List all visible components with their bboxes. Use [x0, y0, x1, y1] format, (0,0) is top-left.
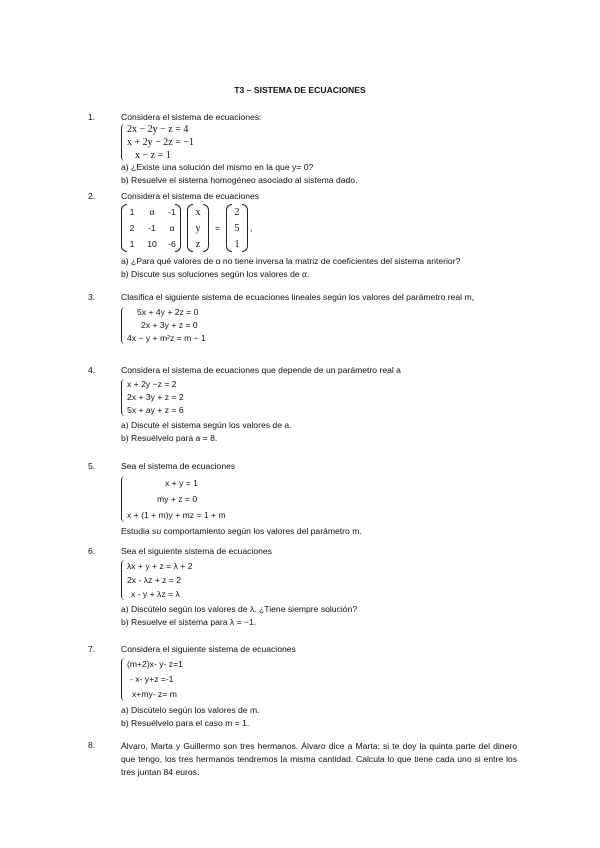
part-b: b) Discute sus soluciones según los valores de α. — [121, 269, 310, 279]
part-a: a) ¿Para qué valores de α no tiene inversa la matriz de coeficientes del sistema anterior? — [121, 256, 461, 266]
equation: - x- y+z =-1 — [130, 674, 174, 684]
vector-cell: 5 — [234, 222, 240, 234]
equals-sign: = — [215, 223, 221, 233]
equation-system — [121, 306, 521, 345]
problem-number: 3. — [88, 292, 96, 302]
equation: x + (1 + m)y + mz = 1 + m — [127, 510, 226, 520]
problem-intro: Considera el siguiente sistema de ecuaciones — [121, 644, 296, 654]
problem-intro: Considera el sistema de ecuaciones: — [121, 112, 262, 122]
equation-system — [121, 475, 521, 523]
equation: x + 2y − 2z = −1 — [127, 137, 194, 148]
vector-cell: y — [195, 222, 201, 234]
problem-number: 4. — [88, 365, 96, 375]
equation: λx + y + z = λ + 2 — [127, 561, 193, 571]
equation-system — [121, 559, 521, 601]
equation-system — [121, 123, 521, 162]
part-a: a) ¿Existe una solución del mismo en la que y= 0? — [121, 162, 314, 172]
equation: x - y + λz = λ — [131, 589, 180, 599]
equation: x+my- z= m — [132, 689, 177, 699]
problem-intro: Considera el sistema de ecuaciones que depende de un parámetro real a — [121, 365, 401, 375]
coefficient-matrix — [121, 204, 181, 252]
equation-system — [121, 378, 521, 417]
equation: my + z = 0 — [157, 494, 198, 504]
matrix-cell: α — [149, 207, 155, 217]
problem-number: 5. — [88, 461, 96, 471]
problem-intro: Considera el sistema de ecuaciones — [121, 191, 260, 201]
equation: 2x + 3y + z = 0 — [141, 320, 198, 330]
problem-number: 8. — [88, 740, 96, 750]
vector-cell: x — [195, 206, 201, 218]
equation: (m+2)x- y- z=1 — [127, 659, 183, 669]
part-a: a) Discútelo según los valores de λ. ¿Tiene siempre solución? — [121, 604, 358, 614]
matrix-cell: 1 — [129, 207, 135, 217]
vector-cell: 2 — [234, 206, 240, 218]
part-b: b) Resuélvelo para a = 8. — [121, 433, 218, 443]
problem-intro: Sea el sistema de ecuaciones — [121, 461, 236, 471]
part-a: a) Discútelo según los valores de m. — [121, 705, 260, 715]
vector-cell: 1 — [234, 238, 240, 250]
equation: x + y = 1 — [165, 478, 198, 488]
matrix-cell: 10 — [147, 239, 157, 249]
problem-text: Álvaro, Marta y Guillermo son tres hermanos. Álvaro dice a Marta: si te doy la quinta parte del dinero que tengo, los tres hermanos tendremos la misma cantidad. Calcula lo que tiene cada uno si entre los tres juntan 84 euros. — [121, 741, 517, 777]
problem-number: 6. — [88, 546, 96, 556]
matrix-cell: α — [169, 223, 175, 233]
matrix-equation — [121, 203, 521, 253]
part-b: b) Resuelve el sistema para λ = −1. — [121, 617, 257, 627]
matrix-cell: -1 — [148, 223, 156, 233]
matrix-cell: -1 — [168, 207, 176, 217]
variable-vector — [187, 204, 209, 252]
problem-number: 1. — [88, 112, 96, 122]
matrix-cell: 1 — [129, 239, 135, 249]
problem-number: 7. — [88, 644, 96, 654]
problem-intro: Sea el siguiente sistema de ecuaciones — [121, 546, 272, 556]
equation: 2x - λz + z = 2 — [127, 575, 181, 585]
matrix-cell: 2 — [129, 223, 135, 233]
problem-outro: Estudia su comportamiento según los valores del parámetro m. — [121, 526, 362, 536]
part-b: b) Resuélvelo para el caso m = 1. — [121, 718, 250, 728]
equation: 4x − y + m²z = m − 1 — [127, 333, 206, 343]
problem-number: 2. — [88, 191, 96, 201]
part-b: b) Resuelve el sistema homogéneo asociado al sistema dado. — [121, 175, 358, 185]
comma: , — [250, 223, 253, 233]
vector-cell: z — [195, 238, 201, 250]
equation: 5x + ay + z = 6 — [127, 405, 184, 415]
equation: 2x − 2y − z = 4 — [127, 124, 189, 135]
equation: 5x + 4y + 2z = 0 — [137, 307, 199, 317]
equation: x + 2y −z = 2 — [127, 379, 177, 389]
part-a: a) Discute el sistema según los valores de a. — [121, 420, 292, 430]
problem-intro: Clasifica el siguiente sistema de ecuaciones lineales según los valores del parámetro real m, — [121, 292, 475, 302]
equation-system — [121, 657, 521, 702]
page-title: T3 – SISTEMA DE ECUACIONES — [234, 85, 366, 95]
equation: 2x + 3y + z = 2 — [127, 392, 184, 402]
matrix-cell: -6 — [168, 239, 176, 249]
rhs-vector — [226, 204, 248, 252]
equation: x − z = 1 — [135, 150, 171, 161]
